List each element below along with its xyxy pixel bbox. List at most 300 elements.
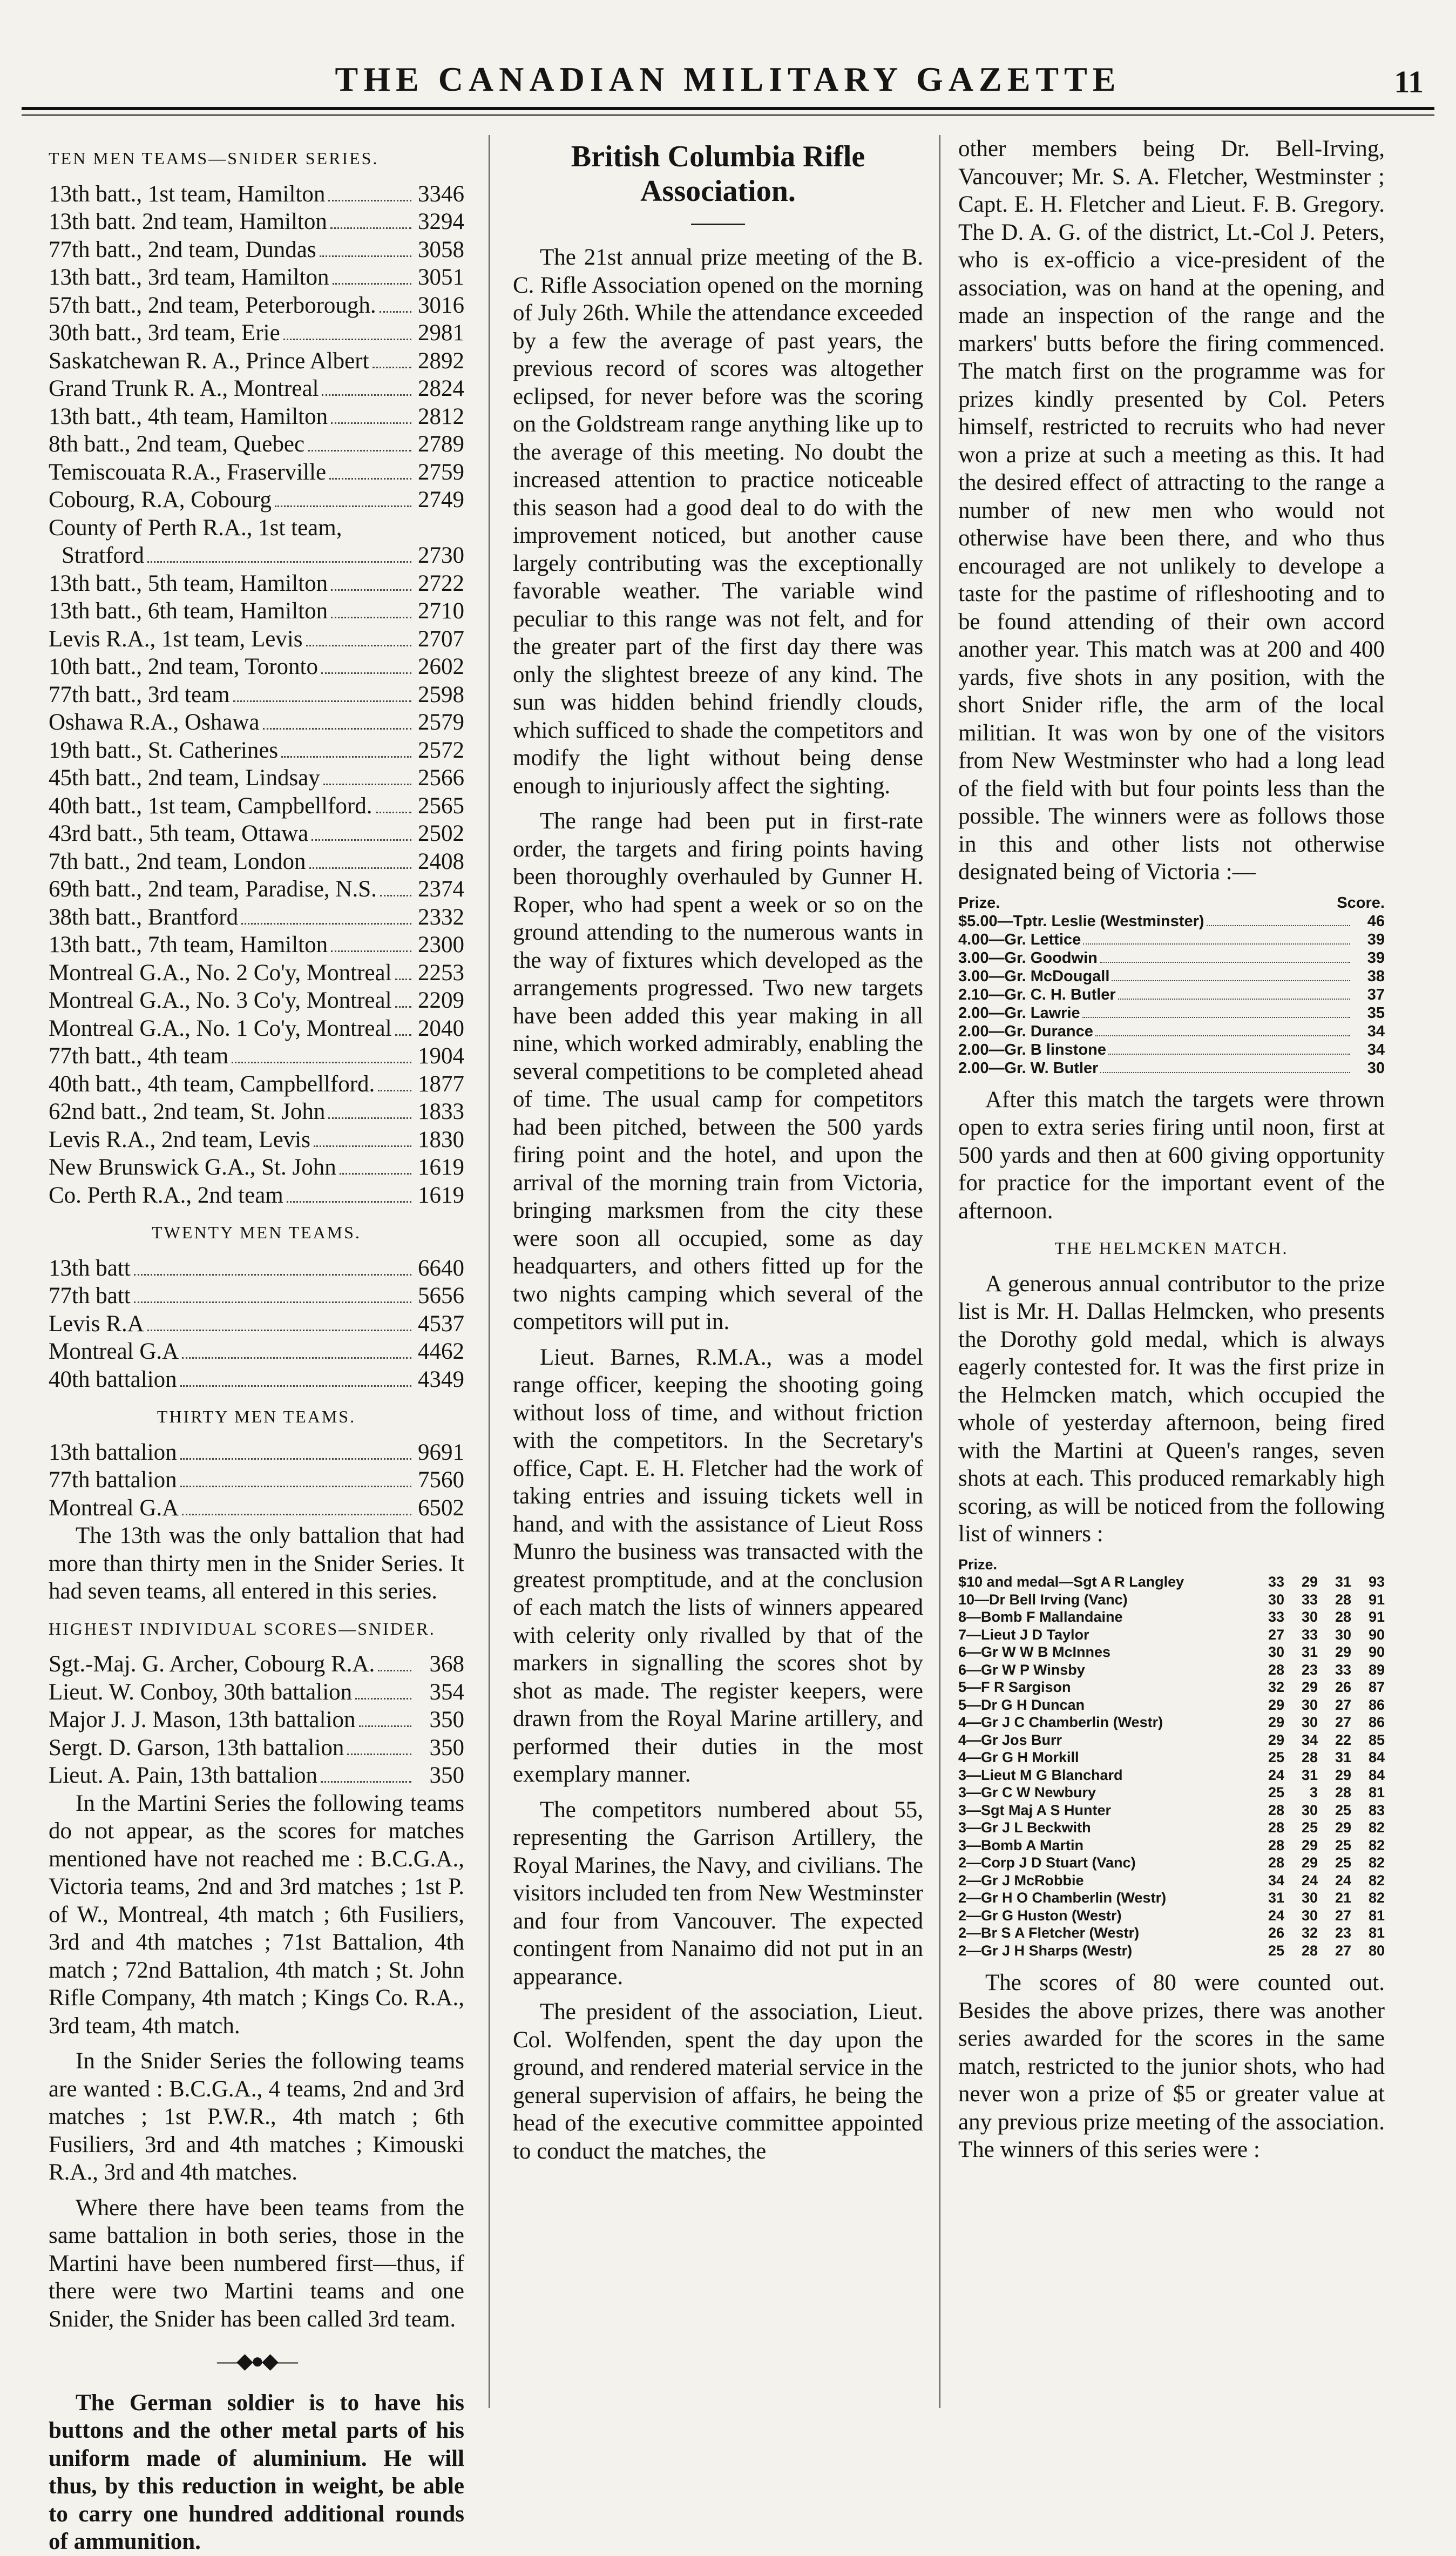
dot-leader [331,934,411,952]
dot-leader [1112,969,1350,981]
helmcken-row [958,1749,1385,1766]
team-score: 1830 [418,1127,464,1152]
team-score: 2579 [418,710,464,735]
paragraph-junior-series: The scores of 80 were counted out. Besides the above prizes, there was another series awarded for the scores in the same match, restricted to the junior shots, who had never won a prize of $5 or greater value at any previous prize meeting of the association. The winners of this series were : [958,1970,1385,2162]
twenty-men-heading: TWENTY MEN TEAMS. [152,1223,361,1242]
dot-leader [376,795,411,813]
team-score: 2824 [418,376,464,401]
score-row [49,292,464,320]
team-score: 4537 [418,1311,464,1337]
dot-leader [328,1101,411,1119]
helmcken-range-score: 24 [1335,1872,1351,1889]
helmcken-table-header: Prize. [958,1556,998,1573]
team-name: Temiscouata R.A., Fraserville [49,459,327,485]
helmcken-range-score: 30 [1301,1802,1318,1818]
helmcken-range-score: 24 [1268,1766,1284,1783]
snider-series-heading: TEN MEN TEAMS—SNIDER SERIES. [49,149,379,168]
score-row [49,1466,464,1494]
peters-prize-table [958,894,1385,1077]
score-row [49,1494,464,1522]
helmcken-total: 82 [1368,1819,1385,1836]
dot-leader [180,1369,411,1387]
helmcken-range-score: 29 [1335,1644,1351,1660]
dot-leader [321,1765,411,1783]
score-column-label: Score. [1337,894,1385,912]
team-score: 3294 [418,209,464,234]
dot-leader [306,629,411,646]
helmcken-range-score: 24 [1268,1907,1284,1924]
helmcken-range-score: 28 [1301,1749,1318,1765]
column-divider-right [939,135,940,2408]
helmcken-range-score: 30 [1268,1644,1284,1660]
team-name: Levis R.A., 2nd team, Levis [49,1127,310,1152]
helmcken-total: 86 [1368,1696,1385,1713]
score-row [49,1366,464,1394]
dot-leader [378,1654,411,1671]
prize-winner: $5.00—Tptr. Leslie (Westminster) [958,912,1204,930]
prize-row [958,949,1385,967]
team-name: 13th batt., 6th team, Hamilton [49,598,328,624]
dot-leader [311,823,411,841]
prize-score: 34 [1367,1022,1385,1040]
team-score: 350 [429,1735,464,1761]
helmcken-range-score: 27 [1268,1626,1284,1643]
team-name: 38th batt., Brantford [49,904,239,930]
dot-leader [331,406,411,424]
team-name: Co. Perth R.A., 2nd team [49,1182,283,1208]
score-row [49,1706,464,1734]
prize-score: 30 [1367,1059,1385,1077]
helmcken-range-score: 30 [1301,1714,1318,1730]
team-score: 2892 [418,348,464,374]
team-score: 2374 [418,876,464,902]
helmcken-range-score: 30 [1301,1609,1318,1625]
score-row [49,653,464,681]
article-title: British Columbia Rifle Association. [571,140,865,208]
dot-leader [134,1258,411,1276]
team-name: Montreal G.A [49,1339,179,1364]
helmcken-winner: 2—Br S A Fletcher (Westr) [958,1925,1140,1941]
paragraph-13th-battalion: The 13th was the only battalion that had more than thirty men in the Snider Series. It had seven teams, all entered in this series. [49,1523,464,1604]
column-left [49,135,464,2554]
score-row [49,375,464,403]
team-name: 62nd batt., 2nd team, St. John [49,1099,326,1124]
helmcken-winner: 4—Gr Jos Burr [958,1731,1062,1748]
helmcken-range-score: 23 [1301,1661,1318,1678]
helmcken-winner: 6—Gr W P Winsby [958,1661,1085,1678]
helmcken-total: 93 [1368,1574,1385,1590]
team-name: 40th batt., 4th team, Campbellford. [49,1071,375,1097]
article-paragraph: Lieut. Barnes, R.M.A., was a model range officer, keeping the shooting going without loss of time, and without friction with the competitors. In the Secretary's office, Capt. E. H. Fletcher had the work of taking entries and issuing tickets well in hand, and with the assistance of Lieut Ross Munro the business was transacted with the greatest promptitude, and at the conclusion of each match the lists of winners appeared with celerity only rivalled by that of the markers in signalling the scores shot by shot as made. The register keepers, were drawn from the Royal Marine artillery, and performed their duties in the most exemplary manner. [513,1344,923,1787]
helmcken-range-score: 30 [1301,1696,1318,1713]
helmcken-range-score: 28 [1268,1819,1284,1836]
helmcken-winner: 7—Lieut J D Taylor [958,1626,1089,1643]
helmcken-range-score: 29 [1268,1731,1284,1748]
helmcken-total: 85 [1368,1731,1385,1748]
dot-leader [331,573,411,591]
helmcken-range-score: 27 [1335,1696,1351,1713]
helmcken-winner: 8—Bomb F Mallandaine [958,1609,1123,1625]
helmcken-winner: 3—Lieut M G Blanchard [958,1766,1123,1783]
paragraph-snider-series: In the Snider Series the following teams are wanted : B.C.G.A., 4 teams, 2nd and 3rd matches ; 1st P.W.R., 4th match ; 6th Fusiliers, 3rd and 4th matches ; Kimouski R.A., 3rd and 4th matches. [49,2048,464,2185]
helmcken-row [958,1573,1385,1591]
team-score: 6640 [418,1255,464,1281]
team-name: 13th batt., 1st team, Hamilton [49,181,326,207]
helmcken-total: 82 [1368,1872,1385,1889]
helmcken-total: 91 [1368,1609,1385,1625]
snider-team-list [49,180,464,1210]
dot-leader [320,239,411,257]
dot-leader [330,211,411,229]
prize-winner: 2.00—Gr. Durance [958,1022,1093,1040]
helmcken-range-score: 28 [1335,1591,1351,1608]
score-row [49,347,464,375]
team-score: 6502 [418,1495,464,1521]
dot-leader [1118,988,1350,1000]
helmcken-range-score: 26 [1335,1679,1351,1695]
dot-leader [323,767,411,785]
helmcken-total: 87 [1368,1679,1385,1695]
helmcken-range-score: 34 [1301,1731,1318,1748]
team-name: 77th batt., 3rd team [49,682,230,707]
dot-leader [340,1157,411,1175]
team-name: 40th battalion [49,1366,177,1392]
dot-leader [378,1074,411,1091]
dot-leader [333,267,412,285]
score-row [49,820,464,848]
helmcken-total: 90 [1368,1644,1385,1660]
prize-row [958,912,1385,930]
score-row [49,1154,464,1182]
helmcken-range-score: 25 [1335,1837,1351,1853]
helmcken-range-score: 30 [1335,1626,1351,1643]
column-divider-left [489,135,490,2408]
team-score: 354 [429,1679,464,1705]
team-score: 1619 [418,1155,464,1180]
article-paragraph: The competitors numbered about 55, representing the Garrison Artillery, the Royal Marines, the Navy, and civilians. The visitors included ten from New Westminster and four from Vancouver. The expected contingent from Nanaimo did not put in an appearance. [513,1797,923,1990]
team-score: 4349 [418,1366,464,1392]
helmcken-range-score: 25 [1301,1819,1318,1836]
paragraph-martini-series: In the Martini Series the following teams do not appear, as the scores for matches mentioned have not reached me : B.C.G.A., Victoria teams, 2nd and 3rd matches ; 1st P. of W., Montreal, 4th match ; 6th Fusiliers, 3rd and 4th matches ; 71st Battalion, 4th match ; 72nd Battalion, 4th match ; St. John Rifle Company, 4th match ; Kings Co. R.A., 3rd team, 4th match. [49,1790,464,2039]
helmcken-range-score: 25 [1335,1802,1351,1818]
team-score: 2759 [418,459,464,485]
helmcken-range-score: 29 [1268,1696,1284,1713]
helmcken-row [958,1696,1385,1714]
team-score: 2707 [418,626,464,652]
team-name: Sgt.-Maj. G. Archer, Cobourg R.A. [49,1651,375,1677]
score-row [49,681,464,709]
helmcken-winner: 3—Gr C W Newbury [958,1784,1096,1800]
helmcken-total: 82 [1368,1837,1385,1853]
helmcken-range-score: 25 [1268,1749,1284,1765]
prize-score: 37 [1367,986,1385,1003]
helmcken-match-heading: THE HELMCKEN MATCH. [1054,1238,1289,1258]
team-score: 9691 [418,1439,464,1465]
dot-leader [1100,1061,1350,1073]
helmcken-range-score: 25 [1268,1942,1284,1959]
helmcken-total: 81 [1368,1925,1385,1941]
helmcken-range-score: 34 [1268,1872,1284,1889]
score-row [49,875,464,903]
score-row [49,1255,464,1283]
page-number: 11 [1394,64,1424,99]
helmcken-total: 84 [1368,1749,1385,1765]
helmcken-row [958,1678,1385,1696]
dot-leader [395,990,411,1008]
team-name: Lieut. A. Pain, 13th battalion [49,1763,318,1788]
helmcken-range-score: 28 [1335,1609,1351,1625]
helmcken-total: 82 [1368,1854,1385,1871]
helmcken-winner: 2—Gr J McRobbie [958,1872,1084,1889]
score-row [49,319,464,347]
team-name: 7th batt., 2nd team, London [49,848,306,874]
score-row [49,625,464,653]
helmcken-total: 81 [1368,1907,1385,1924]
team-name: Oshawa R.A., Oshawa [49,710,260,735]
title-rule [691,224,745,225]
paragraph-extra-series: After this match the targets were thrown open to extra series firing until noon, first at 500 yards and then at 600 giving opportunity for practice for the important event of the afternoon. [958,1087,1385,1224]
team-score: 2040 [418,1015,464,1041]
dot-leader [1108,1043,1350,1055]
dot-leader [180,1469,411,1487]
team-name: 77th batt [49,1283,131,1309]
helmcken-range-score: 29 [1301,1679,1318,1695]
article-paragraph: The 21st annual prize meeting of the B. C. Rifle Association opened on the morning of July 26th. While the attendance exceeded by a few the average of past years, the previous record of scores was altogether eclipsed, for never before was the scoring on the Goldstream range anything like up to the average of this meeting. No doubt the increased attention to practice noticeable this season had a good deal to do with the improvement noticed, but another cause largely contributing was the exceptionally favorable weather. The variable wind peculiar to this range was not felt, and for the greater part of the first day there was only the slightest breeze of any kind. The sun was hidden behind friendly clouds, which sufficed to shade the competitors and modify the light without being dense enough to injuriously affect the sighting. [513,245,923,799]
score-row [49,1070,464,1098]
team-score: 2300 [418,932,464,957]
team-name: Grand Trunk R. A., Montreal [49,376,319,401]
helmcken-winner: 4—Gr J C Chamberlin (Westr) [958,1714,1163,1730]
score-row [49,792,464,820]
team-score: 4462 [418,1339,464,1364]
helmcken-range-score: 28 [1268,1661,1284,1678]
dot-leader [182,1498,411,1515]
helmcken-range-score: 32 [1301,1925,1318,1941]
helmcken-prize-rows [958,1573,1385,1959]
helmcken-range-score: 29 [1335,1819,1351,1836]
helmcken-winner: 5—Dr G H Duncan [958,1696,1085,1713]
dot-leader [287,1185,411,1203]
dot-leader [147,1313,411,1331]
team-score: 2566 [418,765,464,791]
score-row [49,1338,464,1366]
dot-leader [314,1129,411,1147]
dot-leader [308,434,411,451]
dot-leader [331,601,411,618]
helmcken-row [958,1942,1385,1960]
helmcken-winner: 3—Sgt Maj A S Hunter [958,1802,1112,1818]
helmcken-range-score: 29 [1301,1574,1318,1590]
dot-leader [373,350,411,368]
score-row [49,1678,464,1707]
score-row [49,208,464,236]
dot-leader [309,851,411,869]
helmcken-range-score: 28 [1335,1784,1351,1800]
helmcken-winner: 3—Bomb A Martin [958,1837,1084,1853]
helmcken-range-score: 28 [1268,1837,1284,1853]
team-name: 13th batt., 5th team, Hamilton [49,570,328,596]
dot-leader [395,1018,411,1036]
helmcken-range-score: 27 [1335,1907,1351,1924]
helmcken-range-score: 33 [1335,1661,1351,1678]
helmcken-row [958,1784,1385,1802]
team-score: 3058 [418,237,464,262]
team-score: 2502 [418,821,464,846]
team-score: 1877 [418,1071,464,1097]
score-row [49,1310,464,1338]
team-name: 10th batt., 2nd team, Toronto [49,654,318,679]
team-name: 43rd batt., 5th team, Ottawa [49,821,309,846]
prize-score: 39 [1367,949,1385,967]
team-name: Montreal G.A., No. 2 Co'y, Montreal [49,960,392,986]
prize-row [958,967,1385,986]
team-name: 19th batt., St. Catherines [49,737,279,763]
helmcken-range-score: 33 [1268,1574,1284,1590]
team-score: 2981 [418,320,464,346]
score-row [49,486,464,514]
score-row [49,542,464,570]
score-row [49,570,464,598]
team-score: 368 [429,1651,464,1677]
helmcken-row [958,1854,1385,1872]
team-score: 2789 [418,431,464,457]
team-score: 1619 [418,1182,464,1208]
helmcken-range-score: 27 [1335,1714,1351,1730]
team-name: Saskatchewan R. A., Prince Albert [49,348,369,374]
helmcken-winner: 10—Dr Bell Irving (Vanc) [958,1591,1128,1608]
dot-leader [1207,914,1350,926]
score-row [49,848,464,876]
helmcken-range-score: 29 [1335,1766,1351,1783]
team-score: 2749 [418,487,464,512]
score-row [49,959,464,987]
team-name: Lieut. W. Conboy, 30th battalion [49,1679,353,1705]
helmcken-total: 91 [1368,1591,1385,1608]
helmcken-range-score: 21 [1335,1890,1351,1906]
score-row [49,1762,464,1790]
team-name: Levis R.A., 1st team, Levis [49,626,303,652]
header-rule-thin [22,114,1434,116]
team-name: 57th batt., 2nd team, Peterborough. [49,292,376,318]
dot-leader [147,545,411,563]
prize-table-header [958,894,1385,912]
paragraph-helmcken: A generous annual contributor to the prize list is Mr. H. Dallas Helmcken, who presents the Dorothy gold medal, which is always eagerly contested for. It was the first prize in the Helmcken match, which occupied the whole of yesterday afternoon, being fired with the Martini at Queen's ranges, seven shots at each. This produced remarkably high scoring, as will be noticed from the following list of winners : [958,1271,1385,1547]
team-name: 40th batt., 1st team, Campbellford. [49,793,373,819]
helmcken-prize-table [958,1556,1385,1960]
column-middle [513,135,923,2408]
score-row [49,1015,464,1043]
team-name: 45th batt., 2nd team, Lindsay [49,765,320,791]
team-name: 77th battalion [49,1467,177,1493]
team-name: Levis R.A [49,1311,144,1337]
prize-winner: 2.00—Gr. B linstone [958,1041,1106,1058]
prize-winner: 2.00—Gr. Lawrie [958,1004,1080,1022]
team-score: 7560 [418,1467,464,1493]
team-name: 69th batt., 2nd team, Paradise, N.S. [49,876,377,902]
peters-prize-rows [958,912,1385,1077]
team-score: 2565 [418,793,464,819]
score-row [49,1439,464,1467]
column-right [958,135,1385,2408]
prize-winner: 4.00—Gr. Lettice [958,930,1081,948]
helmcken-range-score: 25 [1268,1784,1284,1800]
dot-leader [1082,1006,1350,1018]
dot-leader [380,295,411,313]
helmcken-range-score: 33 [1268,1609,1284,1625]
prize-score: 38 [1367,967,1385,985]
team-name: Montreal G.A [49,1495,179,1521]
dot-leader [1095,1024,1350,1036]
article-paragraph: The president of the association, Lieut. Col. Wolfenden, spent the day upon the ground, and rendered material service in the general supervision of affairs, he being the head of the executive committee appointed to conduct the matches, the [513,1999,923,2164]
helmcken-winner: 6—Gr W W B McInnes [958,1644,1111,1660]
helmcken-range-score: 31 [1335,1574,1351,1590]
team-name: 13th batt. 2nd team, Hamilton [49,209,327,234]
score-row [49,430,464,458]
paragraph-german-soldier: The German soldier is to have his buttons and the other metal parts of his uniform made of aluminium. He will thus, by this reduction in weight, be able to carry one hundred additional rounds of ammunition. [49,2390,464,2554]
team-score: 350 [429,1763,464,1788]
score-row [49,1282,464,1310]
helmcken-total: 90 [1368,1626,1385,1643]
helmcken-range-score: 22 [1335,1731,1351,1748]
helmcken-winner: 2—Corp J D Stuart (Vanc) [958,1854,1136,1871]
team-name: Major J. J. Mason, 13th battalion [49,1707,356,1732]
team-name: 13th batt., 3rd team, Hamilton [49,265,329,290]
thirty-team-list [49,1439,464,1522]
helmcken-row [958,1643,1385,1661]
prize-row [958,930,1385,949]
helmcken-total: 81 [1368,1784,1385,1800]
score-row [49,597,464,625]
helmcken-total: 86 [1368,1714,1385,1730]
helmcken-range-score: 30 [1268,1591,1284,1608]
dot-leader [182,1341,411,1359]
team-name: County of Perth R.A., 1st team, [49,515,342,541]
prize-row [958,986,1385,1004]
helmcken-range-score: 24 [1301,1872,1318,1889]
helmcken-row [958,1714,1385,1731]
dot-leader [283,322,411,340]
prize-row [958,1041,1385,1059]
prize-row [958,1059,1385,1077]
helmcken-row [958,1924,1385,1942]
helmcken-row [958,1837,1385,1854]
helmcken-range-score: 31 [1301,1766,1318,1783]
twenty-team-list [49,1255,464,1394]
helmcken-row [958,1608,1385,1626]
score-row [49,737,464,765]
prize-score: 39 [1367,930,1385,948]
helmcken-range-score: 30 [1301,1890,1318,1906]
helmcken-winner: 2—Gr H O Chamberlin (Westr) [958,1890,1167,1906]
team-score: 3016 [418,292,464,318]
team-score: 1904 [418,1043,464,1069]
masthead-title: THE CANADIAN MILITARY GAZETTE [335,60,1121,98]
helmcken-range-score: 31 [1268,1890,1284,1906]
helmcken-range-score: 33 [1301,1591,1318,1608]
team-name: Stratford [62,543,144,568]
team-score: 2602 [418,654,464,679]
helmcken-row [958,1766,1385,1784]
helmcken-row [958,1731,1385,1749]
team-score: 2730 [418,543,464,568]
helmcken-range-score: 29 [1301,1854,1318,1871]
helmcken-row [958,1591,1385,1609]
team-name: Montreal G.A., No. 1 Co'y, Montreal [49,1015,392,1041]
prize-score: 35 [1367,1004,1385,1022]
dot-leader [328,184,411,201]
helmcken-row [958,1626,1385,1644]
dot-leader [359,1709,411,1727]
